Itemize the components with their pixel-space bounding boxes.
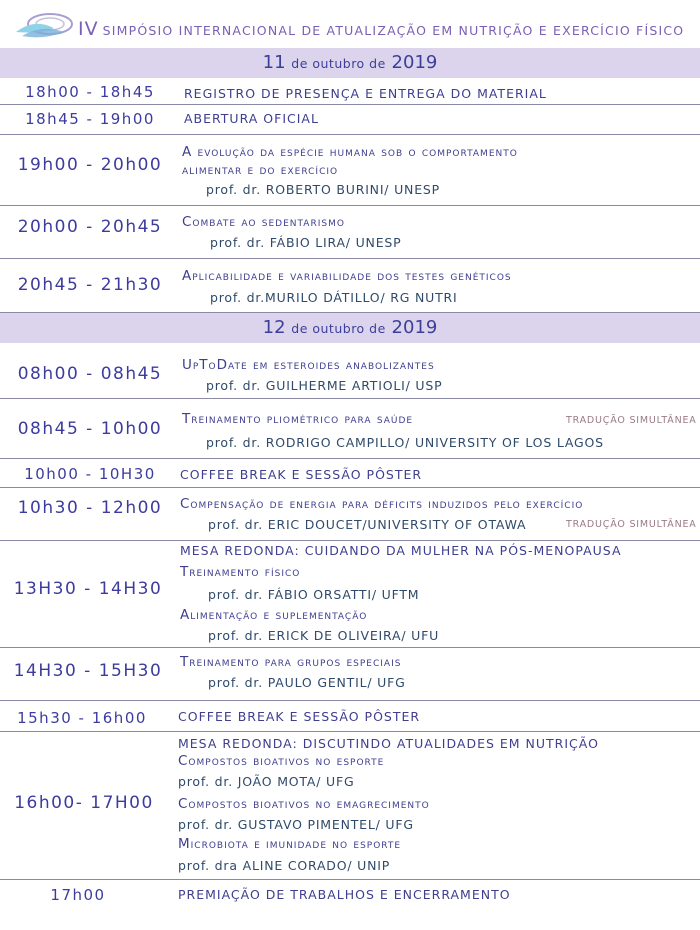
row-divider xyxy=(0,647,700,648)
session-title: Compensação de energia para déficits induzidos pelo exercício xyxy=(180,496,584,512)
session-title: COFFEE BREAK E SESSÃO PÔSTER xyxy=(180,467,423,482)
row-divider xyxy=(0,104,700,105)
row-divider xyxy=(0,398,700,399)
event-name: SIMPÓSIO INTERNACIONAL DE ATUALIZAÇÃO EM NUTRIÇÃO E EXERCÍCIO FÍSICO xyxy=(102,23,685,38)
session-title: PREMIAÇÃO DE TRABALHOS E ENCERRAMENTO xyxy=(178,887,511,902)
session-time: 15h30 - 16h00 xyxy=(17,709,147,727)
session-time: 19h00 - 20h00 xyxy=(17,155,163,175)
speaker: prof. dr. ERIC DOUCET/UNIVERSITY OF OTAWA xyxy=(208,517,527,532)
session-time: 10h00 - 10H30 xyxy=(24,465,156,483)
day-month: de outubro de xyxy=(291,321,386,336)
session-title: Combate ao sedentarismo xyxy=(182,214,345,230)
session-title: Treinamento pliométrico para saúde xyxy=(182,411,414,427)
row-divider xyxy=(0,540,700,541)
event-title xyxy=(78,18,684,40)
row-divider xyxy=(0,487,700,488)
row-divider xyxy=(0,205,700,206)
session-time: 10h30 - 12h00 xyxy=(17,498,163,518)
speaker: prof. dr. JOÃO MOTA/ UFG xyxy=(178,774,355,789)
session-title: UpToDate em esteroides anabolizantes xyxy=(182,357,435,373)
translation-badge: TRADUÇÃO SIMULTÂNEA xyxy=(566,415,697,426)
row-divider xyxy=(0,879,700,880)
row-divider xyxy=(0,134,700,135)
day-banner-1 xyxy=(0,48,700,78)
row-divider xyxy=(0,258,700,259)
session-time: 17h00 xyxy=(50,886,106,904)
speaker: prof. dr. RODRIGO CAMPILLO/ UNIVERSITY OF LOS LAGOS xyxy=(206,435,604,450)
speaker: prof. dr. GUILHERME ARTIOLI/ USP xyxy=(206,378,443,393)
session-title: MESA REDONDA: CUIDANDO DA MULHER NA PÓS-MENOPAUSA xyxy=(180,543,622,558)
day-number: 12 xyxy=(262,317,286,338)
session-title: COFFEE BREAK E SESSÃO PÔSTER xyxy=(178,709,421,724)
header xyxy=(0,0,700,48)
session-time: 08h45 - 10h00 xyxy=(17,419,163,439)
session-title: Treinamento para grupos especiais xyxy=(180,654,402,670)
day-banner-2 xyxy=(0,313,700,343)
session-title: ABERTURA OFICIAL xyxy=(184,111,319,126)
session-title: MESA REDONDA: DISCUTINDO ATUALIDADES EM NUTRIÇÃO xyxy=(178,736,599,751)
speaker: prof. dr. ERICK DE OLIVEIRA/ UFU xyxy=(208,628,440,643)
day-number: 11 xyxy=(262,52,286,73)
speaker: prof. dr. FÁBIO ORSATTI/ UFTM xyxy=(208,587,420,602)
session-title: Microbiota e imunidade no esporte xyxy=(178,836,402,852)
session-title: Treinamento físico xyxy=(180,564,301,580)
session-time: 14H30 - 15H30 xyxy=(13,661,163,681)
speaker: prof. dra ALINE CORADO/ UNIP xyxy=(178,858,391,873)
session-title: Aplicabilidade e variabilidade dos testes genéticos xyxy=(182,268,512,284)
session-title: Compostos bioativos no emagrecimento xyxy=(178,796,430,812)
symposium-logo-icon xyxy=(14,10,74,40)
row-divider xyxy=(0,700,700,701)
session-time: 18h45 - 19h00 xyxy=(25,110,155,128)
day-month: de outubro de xyxy=(291,56,386,71)
session-time: 20h00 - 20h45 xyxy=(17,217,163,237)
session-title: REGISTRO DE PRESENÇA E ENTREGA DO MATERIAL xyxy=(184,86,547,101)
row-divider xyxy=(0,458,700,459)
session-time: 20h45 - 21h30 xyxy=(17,275,163,295)
session-time: 16h00- 17H00 xyxy=(14,793,154,813)
session-title: Alimentação e suplementação xyxy=(180,607,368,623)
day-year: 2019 xyxy=(391,317,438,338)
session-title: alimentar e do exercício xyxy=(182,162,339,178)
speaker: prof. dr. FÁBIO LIRA/ UNESP xyxy=(210,235,402,250)
speaker: prof. dr. GUSTAVO PIMENTEL/ UFG xyxy=(178,817,414,832)
row-divider xyxy=(0,731,700,732)
translation-badge: TRADUÇÃO SIMULTÂNEA xyxy=(566,519,697,530)
session-time: 13H30 - 14H30 xyxy=(13,579,163,599)
speaker: prof. dr. PAULO GENTIL/ UFG xyxy=(208,675,406,690)
session-time: 18h00 - 18h45 xyxy=(25,83,155,101)
session-time: 08h00 - 08h45 xyxy=(17,364,163,384)
session-title: A evolução da espécie humana sob o comportamento xyxy=(182,144,518,160)
session-title: Compostos bioativos no esporte xyxy=(178,753,385,769)
day-year: 2019 xyxy=(391,52,438,73)
speaker: prof. dr.MURILO DÁTILLO/ RG NUTRI xyxy=(210,290,458,305)
speaker: prof. dr. ROBERTO BURINI/ UNESP xyxy=(206,182,440,197)
event-edition: IV xyxy=(78,18,99,40)
